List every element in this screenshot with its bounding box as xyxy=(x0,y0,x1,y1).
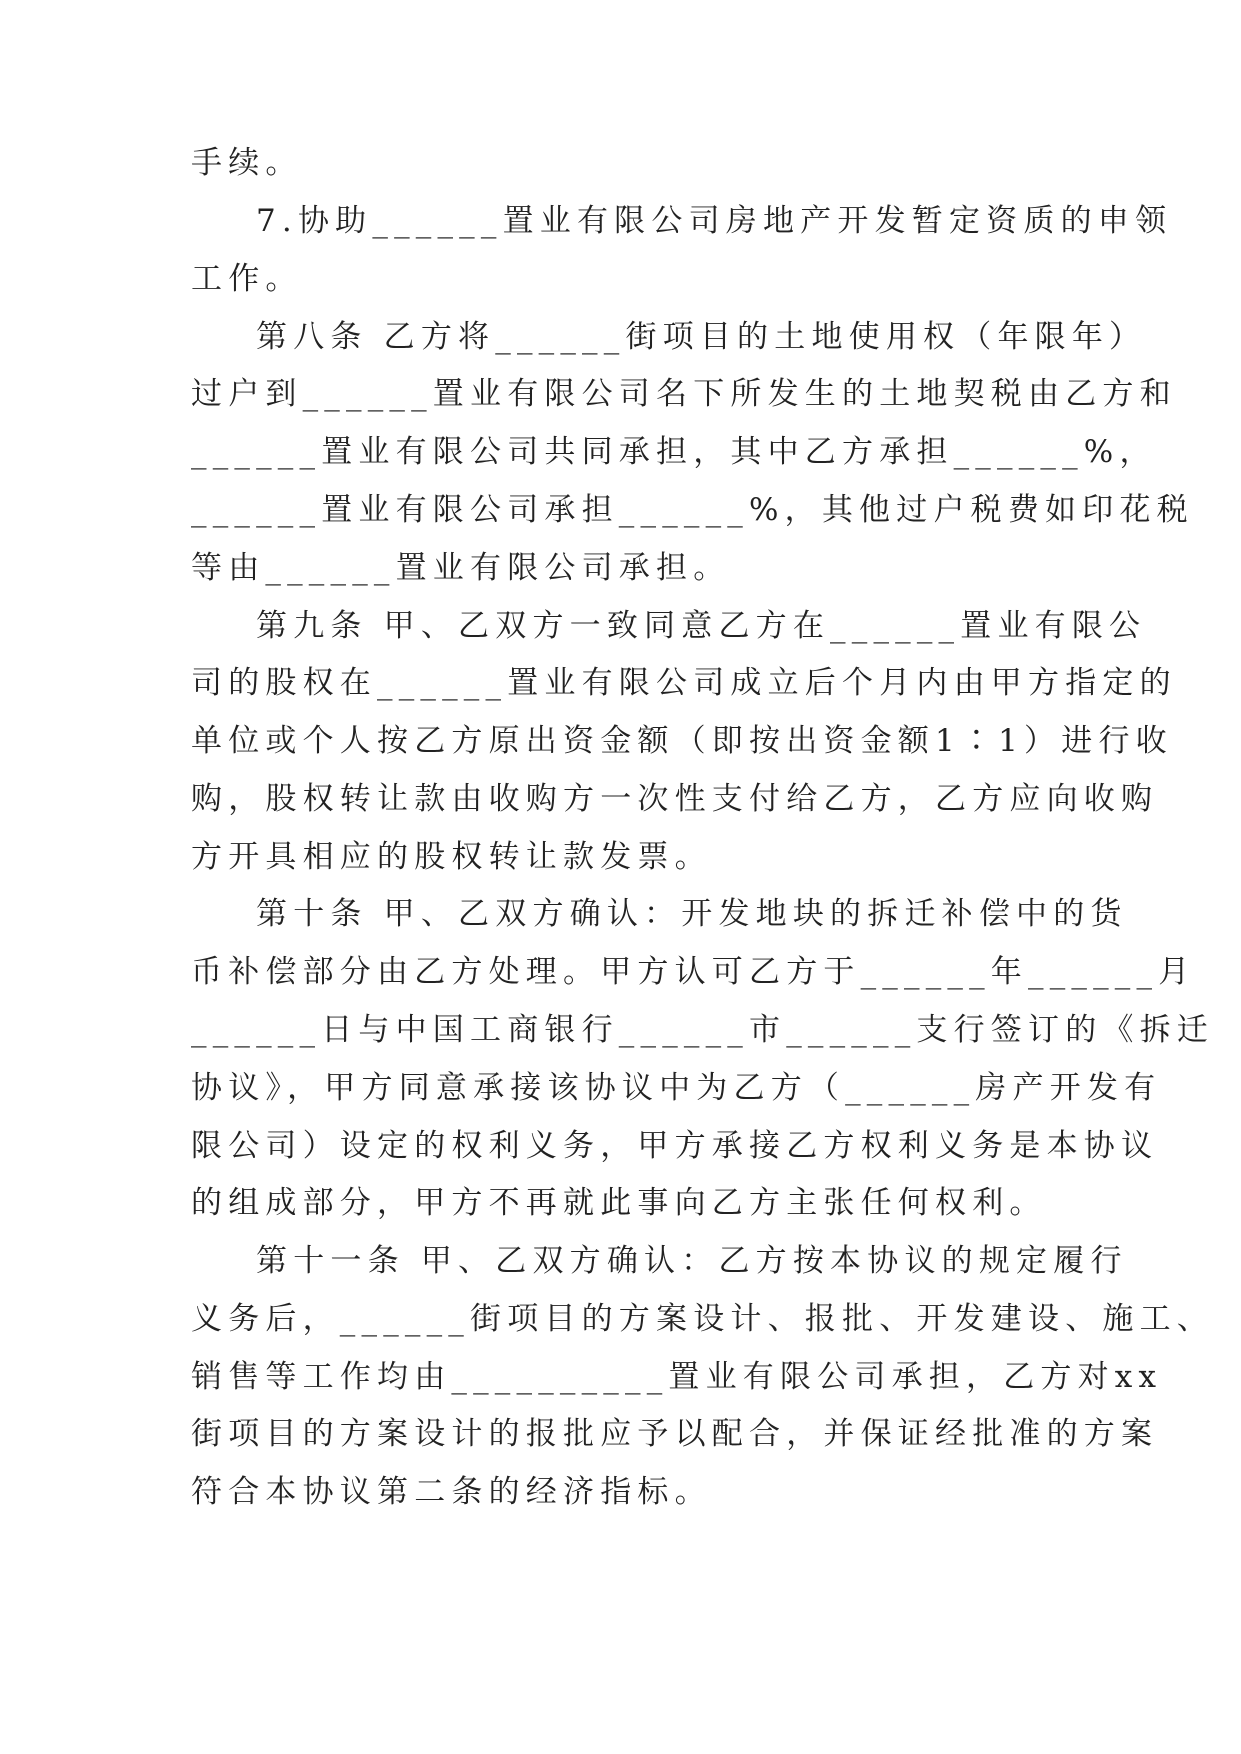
text-line: 第九条 甲、乙双方一致同意乙方在______置业有限公 xyxy=(256,608,1147,644)
text-line: ______置业有限公司承担______%，其他过户税费如印花税 xyxy=(191,492,1194,528)
text-line: 第八条 乙方将______街项目的土地使用权（年限年） xyxy=(256,319,1147,355)
text-line: 街项目的方案设计的报批应予以配合，并保证经批准的方案 xyxy=(191,1416,1159,1452)
text-line: 的组成部分，甲方不再就此事向乙方主张任何权利。 xyxy=(191,1185,1047,1221)
text-line: 司的股权在______置业有限公司成立后个月内由甲方指定的 xyxy=(191,665,1177,701)
text-line: 协议》，甲方同意承接该协议中为乙方（______房产开发有 xyxy=(191,1070,1162,1106)
text-line: ______置业有限公司共同承担，其中乙方承担______%， xyxy=(191,434,1157,470)
text-line: 限公司）设定的权利义务，甲方承接乙方权利义务是本协议 xyxy=(191,1128,1159,1164)
text-line: 单位或个人按乙方原出资金额（即按出资金额1∶1）进行收 xyxy=(191,723,1173,759)
text-line: ______日与中国工商银行______市______支行签订的《拆迁 xyxy=(191,1012,1214,1048)
text-line: 方开具相应的股权转让款发票。 xyxy=(191,839,712,875)
text-line: 第十一条 甲、乙双方确认：乙方按本协议的规定履行 xyxy=(256,1243,1128,1279)
text-line: 第十条 甲、乙双方确认：开发地块的拆迁补偿中的货 xyxy=(256,896,1128,932)
text-line: 过户到______置业有限公司名下所发生的土地契税由乙方和 xyxy=(191,376,1177,412)
text-line: 符合本协议第二条的经济指标。 xyxy=(191,1474,712,1510)
text-line: 义务后，______街项目的方案设计、报批、开发建设、施工、 xyxy=(191,1301,1214,1337)
text-line: 等由______置业有限公司承担。 xyxy=(191,550,731,586)
text-line: 工作。 xyxy=(191,261,303,297)
text-line: 币补偿部分由乙方处理。甲方认可乙方于______年______月 xyxy=(191,954,1196,990)
text-line: 销售等工作均由__________置业有限公司承担，乙方对xx xyxy=(191,1359,1163,1395)
text-line: 购，股权转让款由收购方一次性支付给乙方，乙方应向收购 xyxy=(191,781,1159,817)
text-line: 7.协助______置业有限公司房地产开发暂定资质的申领 xyxy=(256,203,1173,239)
text-line: 手续。 xyxy=(191,145,303,181)
